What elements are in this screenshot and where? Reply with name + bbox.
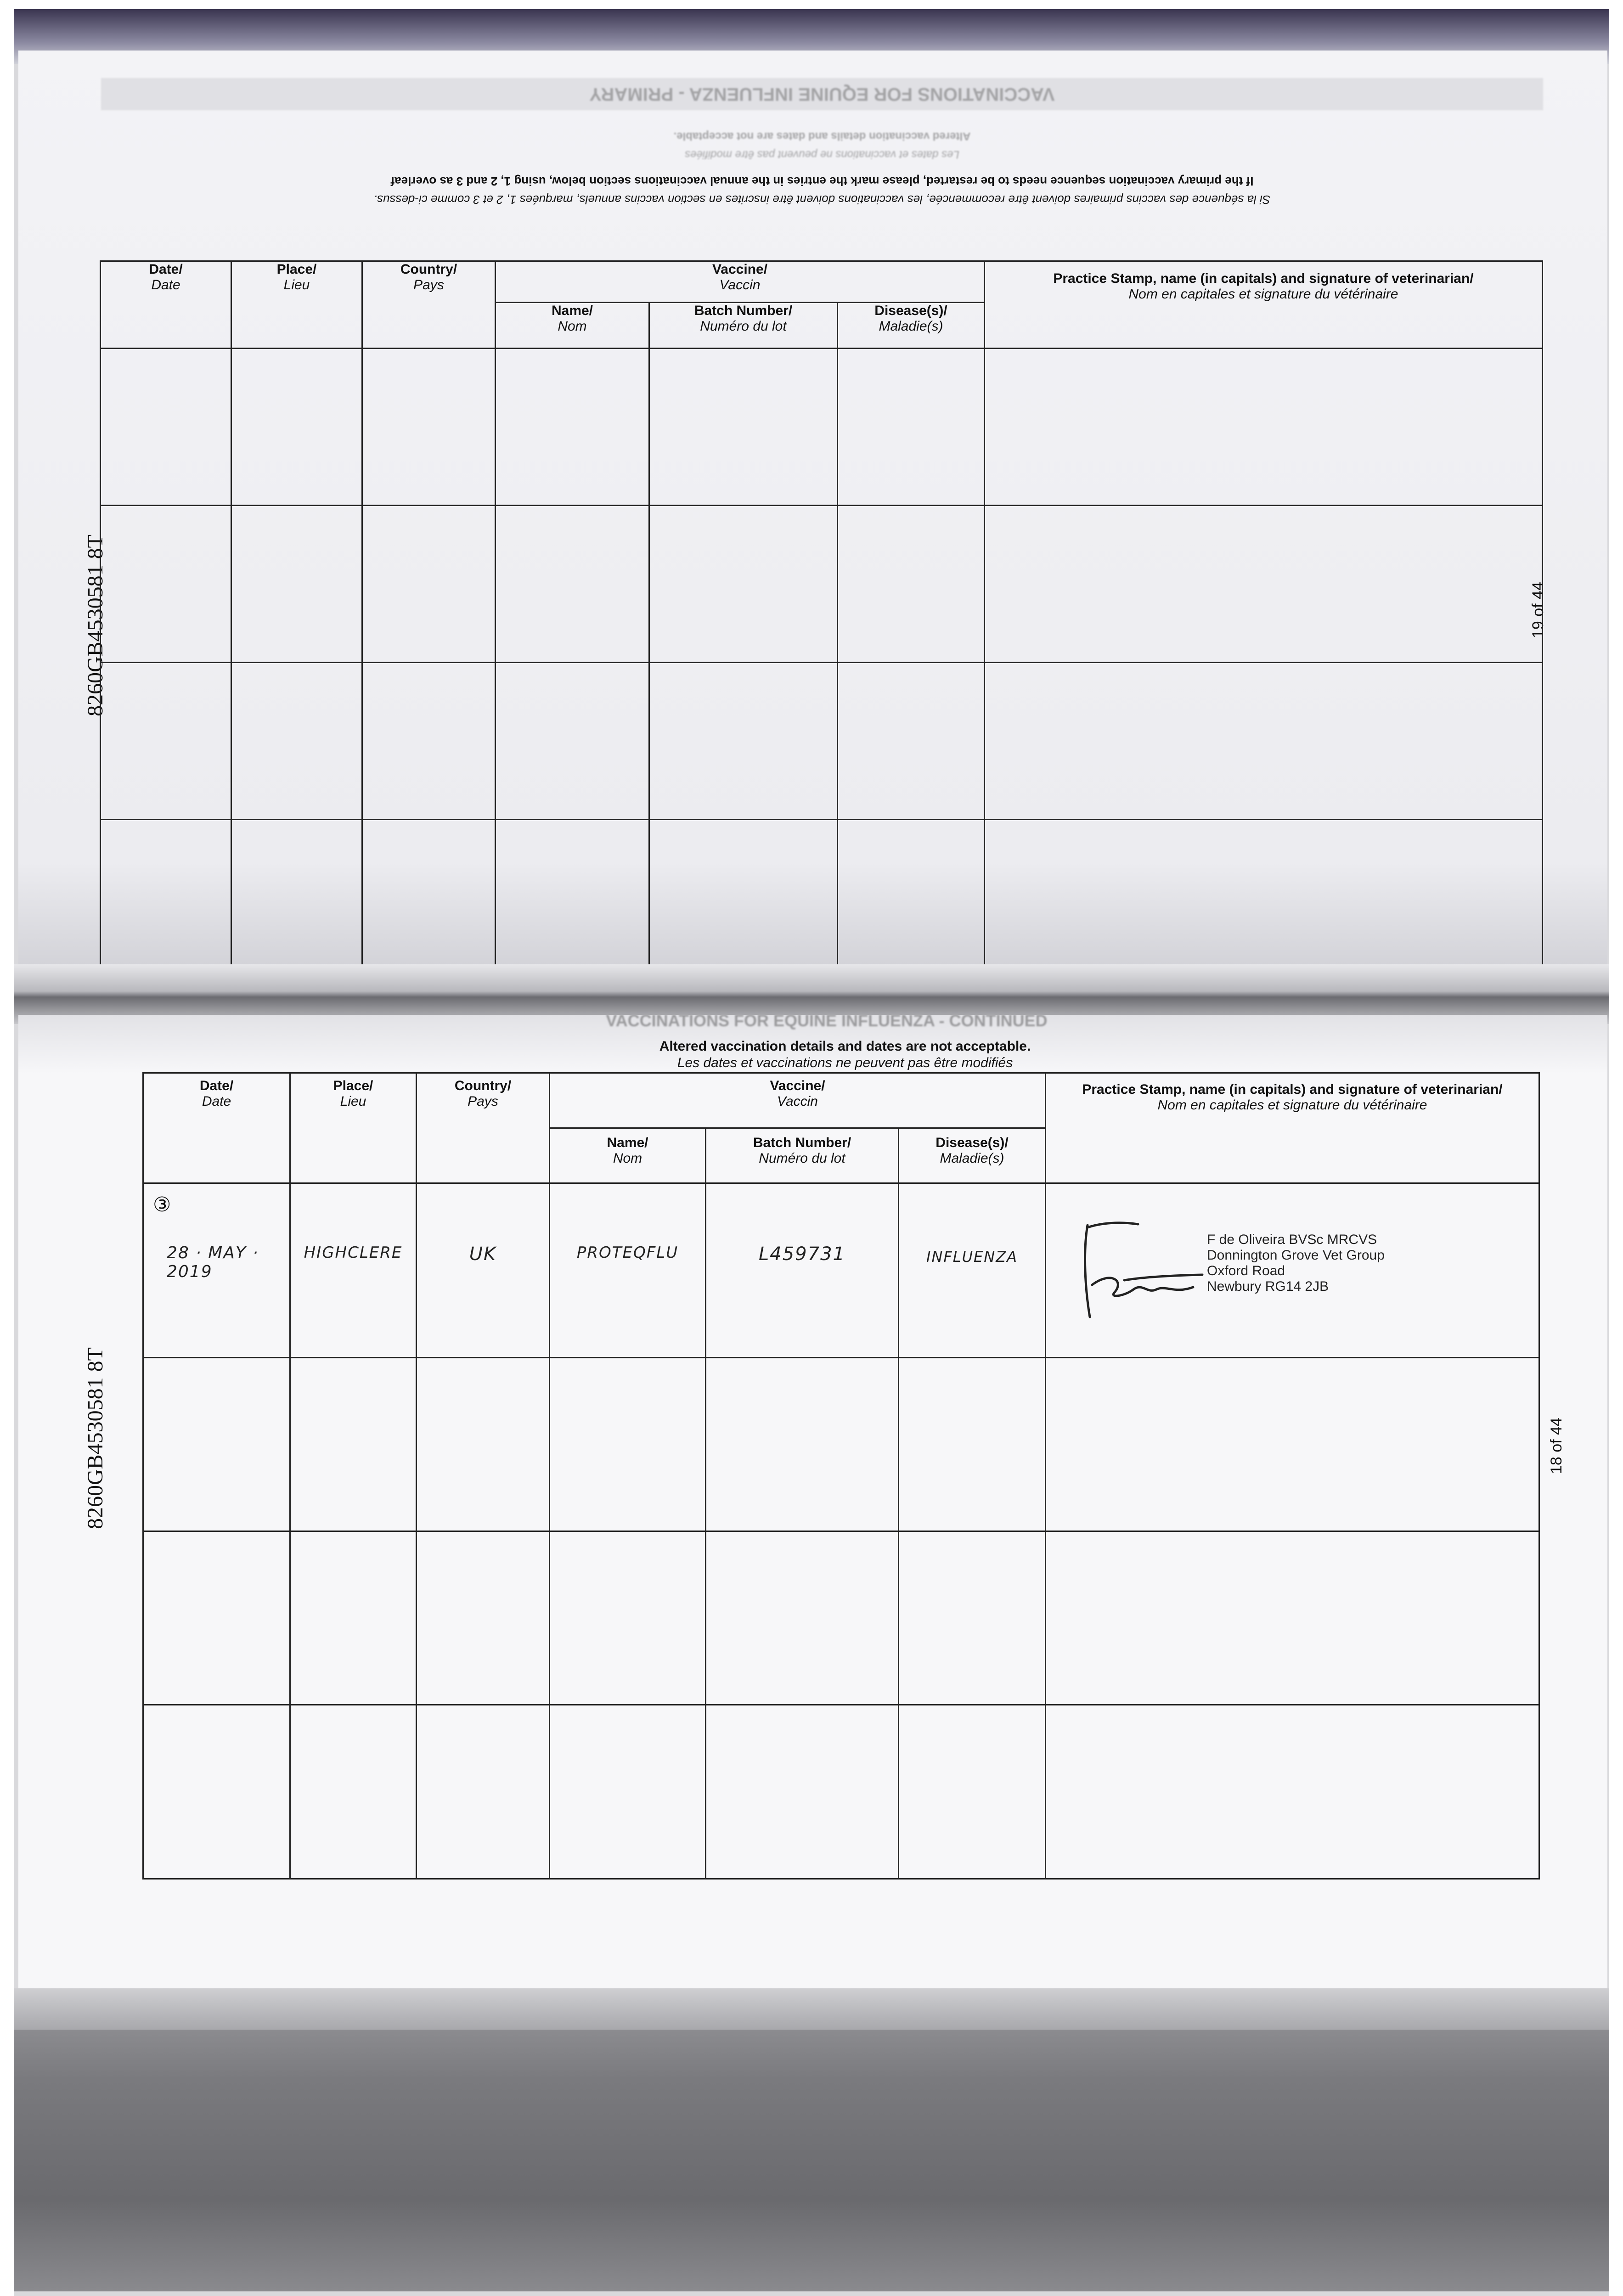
- entry-batch-number: L459731: [759, 1244, 845, 1265]
- table-row: [101, 349, 1543, 506]
- entry-disease: INFLUENZA: [926, 1248, 1018, 1266]
- vaccination-table-top: [100, 260, 1543, 978]
- alteration-notice: Altered vaccination details and dates are not acceptable.: [659, 1039, 1031, 1054]
- passport-code: 8260GB4530581 8T: [83, 1347, 107, 1529]
- practice-stamp: [1207, 1232, 1385, 1294]
- faded-title: VACCINATIONS FOR EQUINE INFLUENZA - PRIMARY: [101, 78, 1543, 110]
- entry-date-cell: [143, 1183, 290, 1358]
- faded-notice: Altered vaccination details and dates are not acceptable.: [673, 130, 971, 142]
- header-name: Name/ Nom: [550, 1128, 706, 1183]
- rotated-content: [101, 78, 1543, 978]
- header-country: Country/ Pays: [417, 1073, 550, 1183]
- header-date: Date/ Date: [143, 1073, 290, 1183]
- restart-notice-fr: Si la séquence des vaccins primaires doivent être recommencée, les vaccinations doivent être inscrites en section vaccins annuels, marquées 1, 2 et 3 comme ci-dessus.: [373, 193, 1271, 207]
- header-place: Place/ Lieu: [231, 261, 362, 349]
- table-row: [143, 1531, 1539, 1705]
- header-disease: Disease(s)/ Maladie(s): [899, 1128, 1046, 1183]
- page-18: [18, 1015, 1607, 1993]
- entry-number-marker: ③: [153, 1193, 171, 1216]
- header-vaccine: Vaccine/ Vaccin: [496, 261, 985, 303]
- faded-title: VACCINATIONS FOR EQUINE INFLUENZA - CONTINUED: [606, 1015, 1048, 1030]
- entry-vaccine-name: PROTEQFLU: [576, 1244, 679, 1262]
- table-row: [101, 506, 1543, 663]
- page-number: 19 of 44: [1529, 582, 1547, 638]
- restart-notice: If the primary vaccination sequence needs to be restarted, please mark the entries in the annual vaccinations section below, using 1, 2 and 3 as overleaf: [390, 174, 1254, 188]
- stamp-line: Newbury RG14 2JB: [1207, 1279, 1329, 1294]
- entry-stamp-cell: [1046, 1183, 1539, 1358]
- stamp-line: Donnington Grove Vet Group: [1207, 1248, 1385, 1263]
- alteration-notice-fr: Les dates et vaccinations ne peuvent pas être modifiés: [677, 1055, 1013, 1070]
- veterinarian-signature: [1069, 1216, 1207, 1326]
- header-country: Country/ Pays: [362, 261, 496, 349]
- entry-date: 28 · MAY · 2019: [167, 1244, 259, 1281]
- header-name: Name/ Nom: [496, 303, 649, 349]
- entry-batch-cell: [706, 1183, 899, 1358]
- header-place: Place/ Lieu: [290, 1073, 417, 1183]
- header-stamp: Practice Stamp, name (in capitals) and signature of veterinarian/ Nom en capitales et signature du vétérinaire: [1046, 1073, 1539, 1183]
- page-19: [18, 51, 1607, 1006]
- header-vaccine: Vaccine/ Vaccin: [550, 1073, 1046, 1128]
- table-row: [101, 663, 1543, 820]
- faded-notice-fr: Les dates et vaccinations ne peuvent pas être modifiées: [685, 148, 959, 161]
- stamp-line: F de Oliveira BVSc MRCVS: [1207, 1232, 1377, 1247]
- header-batch: Batch Number/ Numéro du lot: [706, 1128, 899, 1183]
- table-row-entry: [143, 1183, 1539, 1358]
- vaccination-table: [142, 1072, 1540, 1880]
- entry-disease-cell: [899, 1183, 1046, 1358]
- header-batch: Batch Number/ Numéro du lot: [649, 303, 838, 349]
- passport-code: 8260GB4530581 8T: [83, 535, 107, 716]
- entry-place-cell: [290, 1183, 417, 1358]
- entry-name-cell: [550, 1183, 706, 1358]
- header-stamp: Practice Stamp, name (in capitals) and signature of veterinarian/ Nom en capitales et signature du vétérinaire: [985, 261, 1543, 349]
- table-row: [143, 1705, 1539, 1879]
- page-number: 18 of 44: [1548, 1418, 1565, 1474]
- scanner-shadow: [14, 1988, 1609, 2291]
- header-date: Date/ Date: [101, 261, 231, 349]
- header-disease: Disease(s)/ Maladie(s): [838, 303, 985, 349]
- table-row: [143, 1358, 1539, 1531]
- entry-place: HIGHCLERE: [304, 1244, 403, 1262]
- entry-country: UK: [469, 1244, 497, 1265]
- entry-country-cell: [417, 1183, 550, 1358]
- stamp-line: Oxford Road: [1207, 1263, 1285, 1278]
- table-row: [101, 820, 1543, 978]
